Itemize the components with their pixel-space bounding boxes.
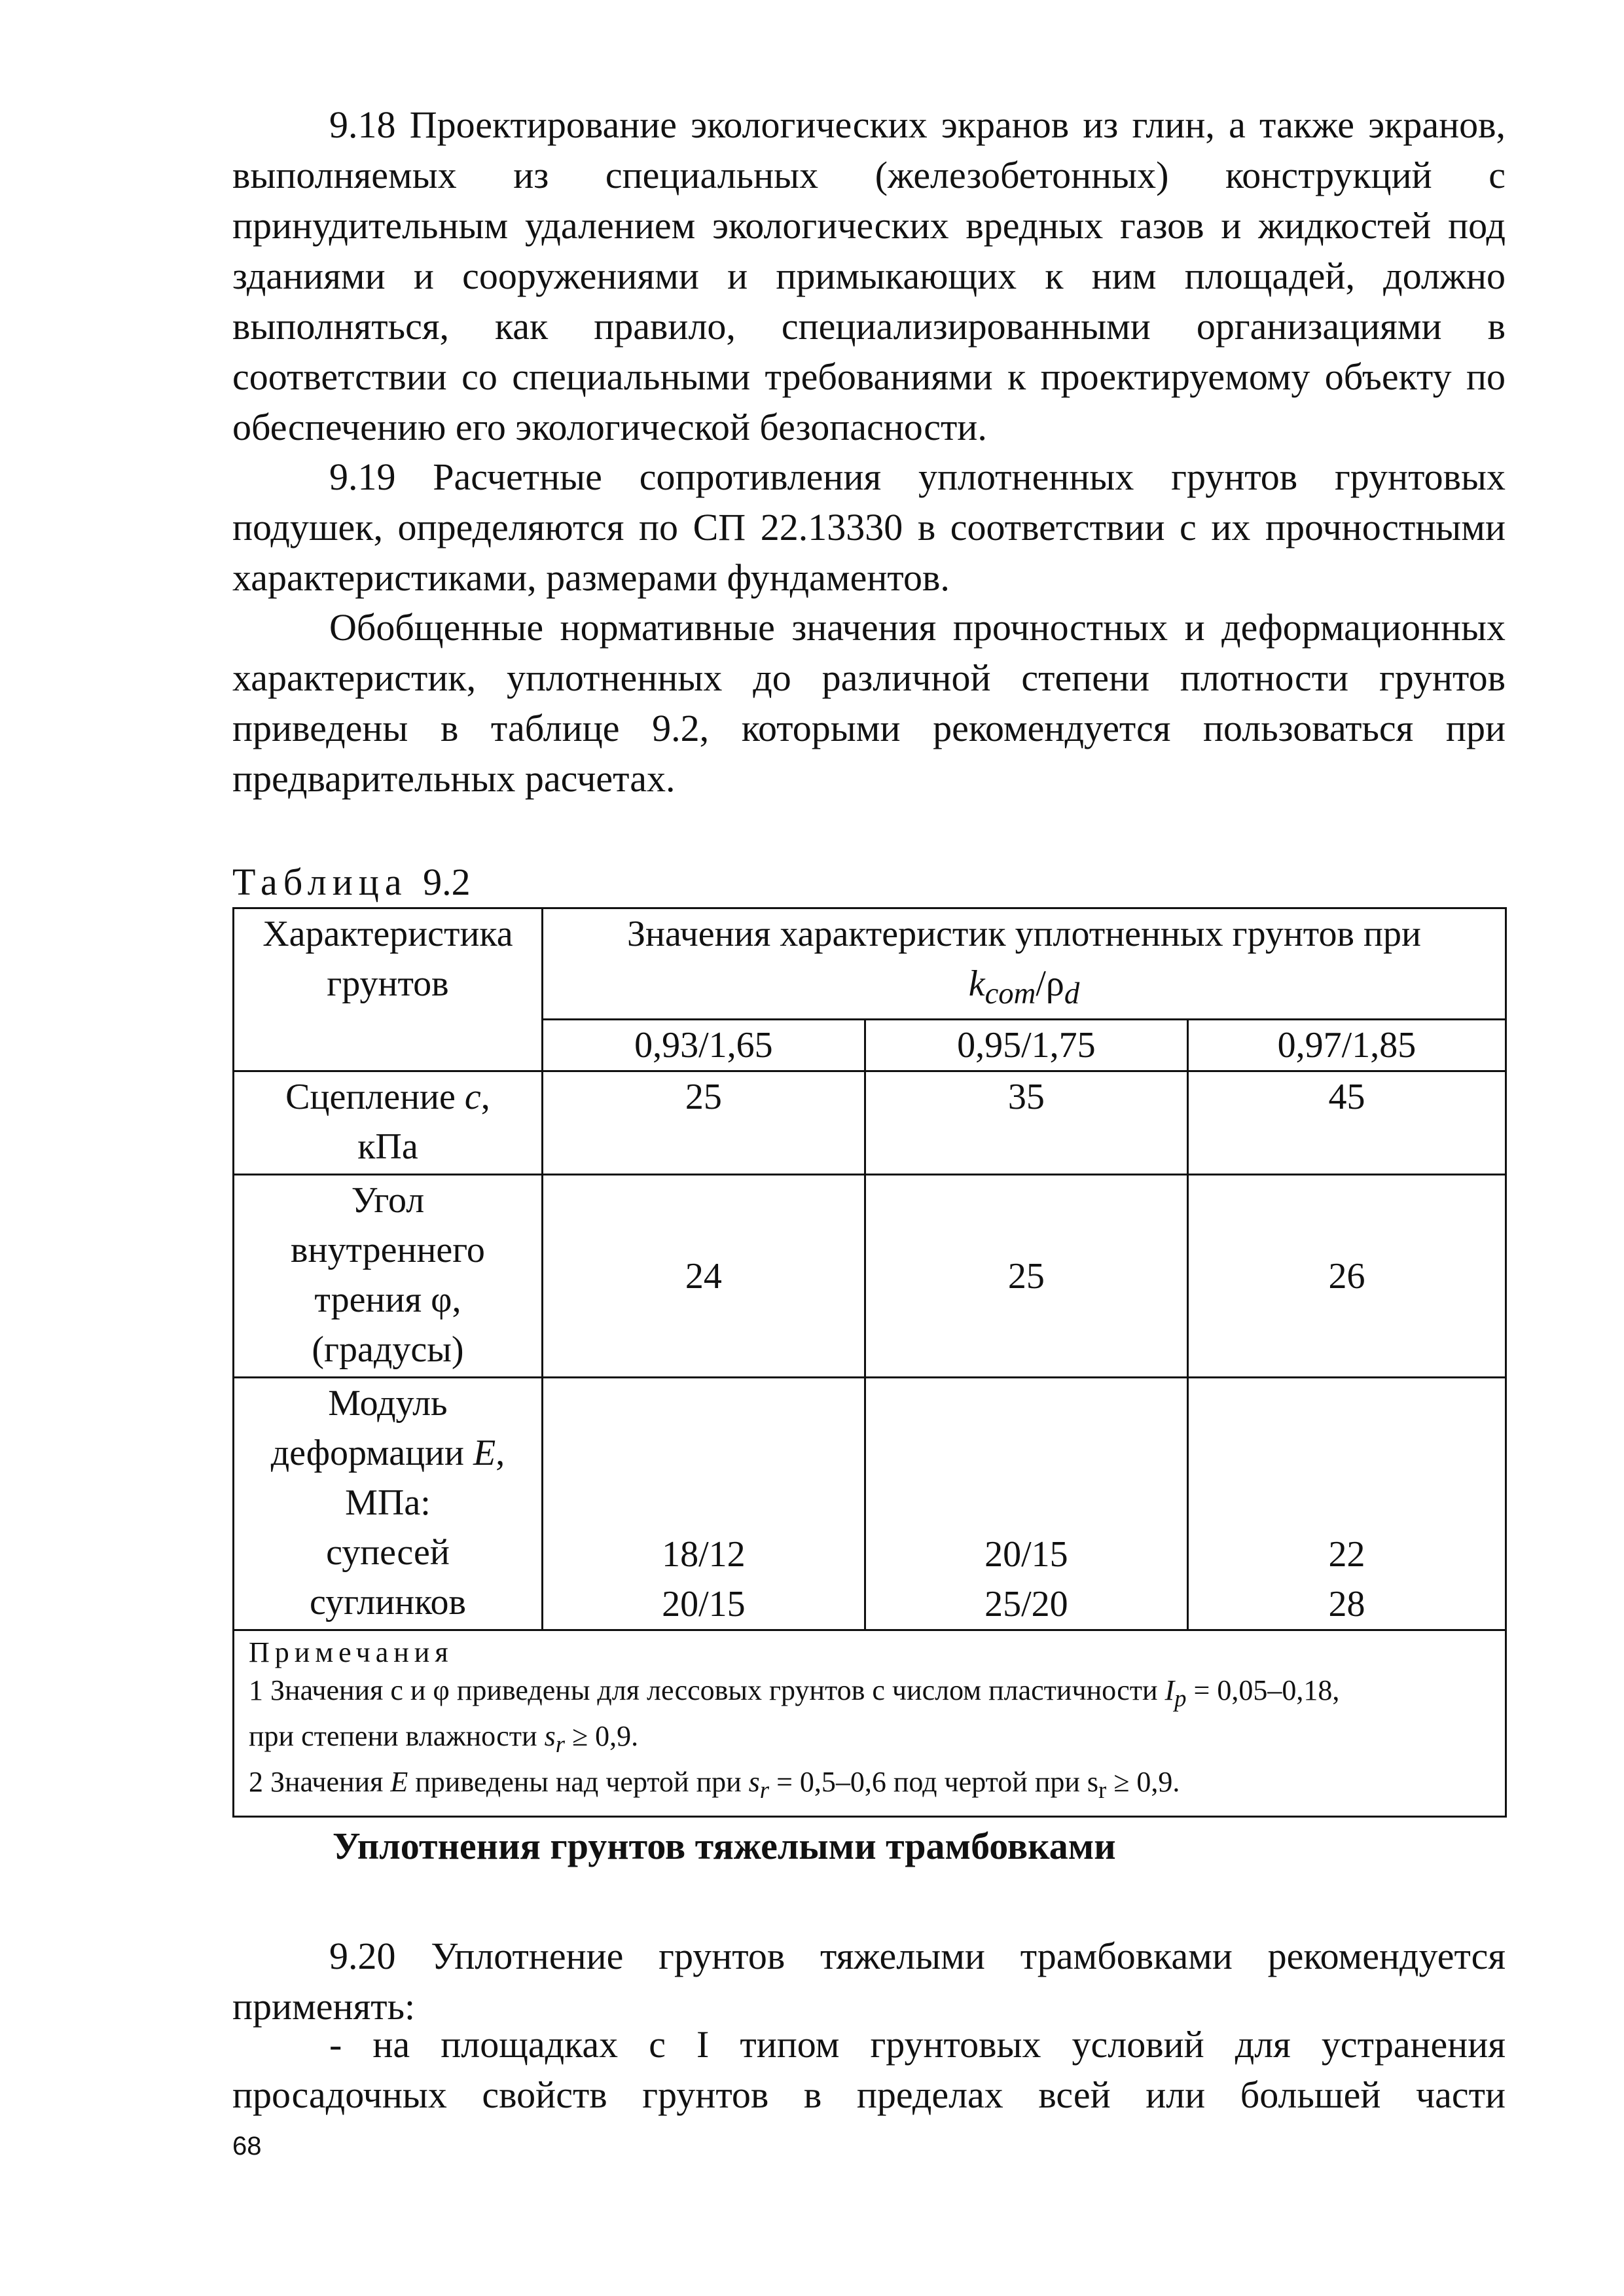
paragraph-9-20-item bbox=[232, 2019, 1506, 2120]
note-1-symbol-sr-sub: r bbox=[555, 1730, 565, 1757]
table-cell bbox=[542, 1378, 865, 1630]
header-symbol-rho: /ρ bbox=[1036, 963, 1064, 1004]
row-label-unit: (градусы) bbox=[312, 1329, 464, 1371]
soil-properties-table bbox=[232, 907, 1507, 1818]
paragraph-9-18-text: 9.18 Проектирование экологических экранов из глин, а также экранов, выполняемых из специальных (железобетонных) конструкций с принудительным удалением экологических вредных газов и жидкостей под зданиями и сооружениями и примыкающих к ним площадей, должно выполняться, как правило, специализированными организациями в соответствии со специальными требованиями к проектируемому объекту по обеспечению его экологической безопасности. bbox=[232, 103, 1506, 448]
page-number: 68 bbox=[232, 2132, 262, 2161]
note-2 bbox=[249, 1765, 1180, 1803]
table-row-deformation-modulus bbox=[234, 1378, 1506, 1630]
note-2-text: 2 Значения bbox=[249, 1765, 384, 1798]
table-cell: 35 bbox=[865, 1071, 1187, 1175]
paragraph-9-19-text: 9.19 Расчетные сопротивления уплотненных грунтов грунтовых подушек, определяются по СП 22.13330 в соответствии с их прочностными характеристиками, размерами фундаментов. bbox=[232, 456, 1506, 599]
note-2-text-cont: приведены над чертой при bbox=[415, 1765, 742, 1798]
row-label-unit: кПа bbox=[357, 1126, 418, 1168]
table-caption-word: Таблица bbox=[232, 861, 408, 903]
header-group-text: Значения характеристик уплотненных грунтов при bbox=[626, 914, 1421, 954]
note-1-text-cont: при степени влажности bbox=[249, 1719, 537, 1752]
paragraph-9-20-item-text: - на площадках с I типом грунтовых условий для устранения просадочных свойств грунтов в пределах всей или большей части bbox=[232, 2023, 1506, 2116]
note-2-symbol: E bbox=[390, 1765, 408, 1798]
row-label-text: Сцепление bbox=[285, 1077, 456, 1118]
table-notes bbox=[234, 1630, 1506, 1816]
paragraph-generalized-text: Обобщенные нормативные значения прочностных и деформационных характеристик, уплотненных до различной степени плотности грунтов приведены в таблице 9.2, которыми рекомендуется пользоваться при предварительных расчетах. bbox=[232, 606, 1506, 800]
header-group bbox=[542, 908, 1506, 1020]
table-row-friction-angle bbox=[234, 1175, 1506, 1378]
table-cell: 26 bbox=[1187, 1175, 1506, 1378]
table-caption bbox=[232, 861, 471, 903]
cell-value-loam: 28 bbox=[1328, 1584, 1365, 1625]
note-1-range: = 0,05–0,18, bbox=[1193, 1674, 1340, 1707]
cell-value-loam: 20/15 bbox=[662, 1584, 746, 1625]
cell-value-sandy-loam: 18/12 bbox=[662, 1534, 746, 1575]
note-2-symbol-sr-sub: r bbox=[759, 1776, 770, 1803]
note-1-symbol: I bbox=[1164, 1674, 1175, 1707]
paragraph-generalized bbox=[232, 602, 1506, 804]
note-2-sub: r bbox=[1098, 1776, 1107, 1803]
table-row-cohesion bbox=[234, 1071, 1506, 1175]
note-1 bbox=[249, 1674, 1340, 1757]
note-1-text: 1 Значения с и φ приведены для лессовых грунтов с числом пластичности bbox=[249, 1674, 1158, 1707]
paragraph-9-20 bbox=[232, 1931, 1506, 2032]
column-header: 0,93/1,65 bbox=[542, 1020, 865, 1071]
row-label-friction-angle bbox=[234, 1175, 543, 1378]
table-cell bbox=[1187, 1378, 1506, 1630]
header-characteristic-text: Характеристика грунтов bbox=[262, 914, 513, 1004]
row-sublabel-loam: суглинков bbox=[309, 1582, 466, 1623]
note-2-symbol-sr: s bbox=[748, 1765, 760, 1798]
row-label-text: Модуль деформации bbox=[270, 1383, 464, 1474]
header-symbol-k: k bbox=[968, 963, 985, 1004]
table-caption-number: 9.2 bbox=[423, 861, 471, 903]
column-header: 0,97/1,85 bbox=[1187, 1020, 1506, 1071]
table-notes-row bbox=[234, 1630, 1506, 1816]
note-1-symbol-sub: p bbox=[1174, 1684, 1187, 1712]
note-1-symbol-sr: s bbox=[544, 1719, 556, 1752]
note-2-range: = 0,5–0,6 под чертой при s bbox=[776, 1765, 1099, 1798]
header-characteristic bbox=[234, 908, 543, 1071]
row-label-symbol: E bbox=[473, 1433, 496, 1474]
table-cell: 25 bbox=[542, 1071, 865, 1175]
cell-value-loam: 25/20 bbox=[984, 1584, 1068, 1625]
table-header-row bbox=[234, 908, 1506, 1020]
cell-value-sandy-loam: 22 bbox=[1328, 1534, 1365, 1575]
paragraph-9-20-text: 9.20 Уплотнение грунтов тяжелыми трамбовками рекомендуется применять: bbox=[232, 1935, 1506, 2028]
row-label-deformation-modulus: Модуль деформации E, МПа: супесей суглинков bbox=[234, 1378, 543, 1630]
note-2-value: ≥ 0,9. bbox=[1113, 1765, 1180, 1798]
column-header: 0,95/1,75 bbox=[865, 1020, 1187, 1071]
row-label-text: Угол внутреннего трения φ, bbox=[291, 1180, 485, 1321]
table-cell bbox=[865, 1378, 1187, 1630]
section-heading: Уплотнения грунтов тяжелыми трамбовками bbox=[333, 1825, 1116, 1867]
row-label-cohesion: Сцепление c, кПа bbox=[234, 1071, 543, 1175]
row-sublabel-sandy-loam: супесей bbox=[326, 1532, 450, 1573]
table-cell: 25 bbox=[865, 1175, 1187, 1378]
paragraph-9-18 bbox=[232, 99, 1506, 452]
notes-title: Примечания bbox=[249, 1636, 454, 1669]
row-label-symbol: c bbox=[464, 1077, 481, 1118]
header-symbol-d: d bbox=[1064, 977, 1080, 1011]
cell-value-sandy-loam: 20/15 bbox=[984, 1534, 1068, 1575]
header-symbol-com: com bbox=[984, 977, 1036, 1011]
paragraph-9-19 bbox=[232, 452, 1506, 603]
table-cell: 45 bbox=[1187, 1071, 1506, 1175]
note-1-value: ≥ 0,9. bbox=[571, 1719, 639, 1752]
row-label-unit: МПа: bbox=[345, 1482, 431, 1524]
table-cell: 24 bbox=[542, 1175, 865, 1378]
